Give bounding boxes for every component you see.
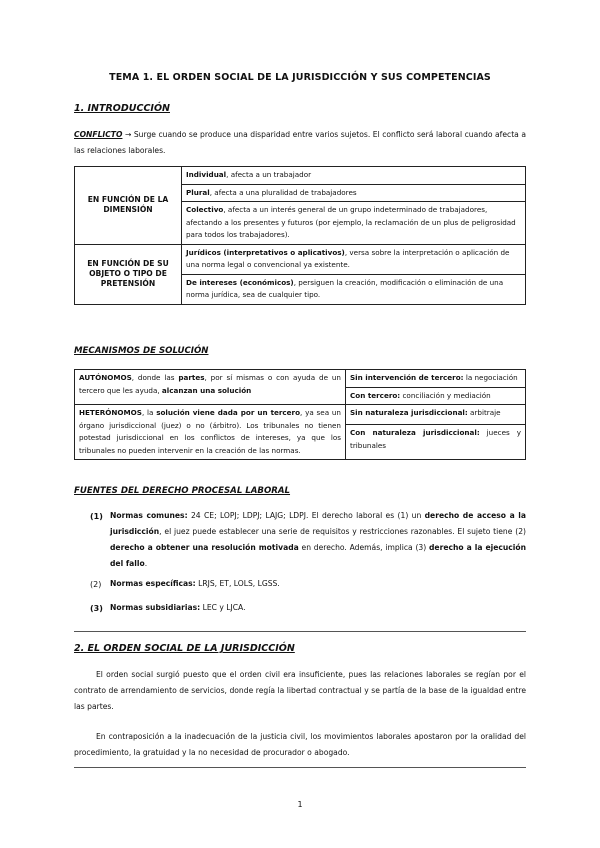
fuentes-item1: Normas comunes: 24 CE; LOPJ; LDPJ; LAJG; LDPJ. El derecho laboral es (1) un derecho de acceso a la jurisdicción, el juez puede establecer una serie de requisitos y restricciones razonables. El sujeto tiene (2) derecho a obtener una resolución motivada en derecho. Además, implica (3) derecho a la ejecución del fallo.: [110, 511, 526, 568]
fuentes-item3-number: (3): [90, 604, 103, 613]
fuentes-item2-number: (2): [90, 580, 102, 589]
sin-tercero-cell: Sin intervención de tercero: la negociación: [346, 370, 526, 388]
section-heading-mecanismos: MECANISMOS DE SOLUCIÓN: [74, 346, 209, 356]
con-tercero-cell: Con tercero: conciliación y mediación: [346, 387, 526, 405]
conflict-types-table: [74, 166, 526, 305]
orden-paragraph-2: En contraposición a la inadecuación de la justicia civil, los movimientos laborales apostaron por la oralidad del procedimiento, la gratuidad y la no necesidad de procurador o abogado.: [74, 732, 526, 757]
section-heading-orden-social: 2. EL ORDEN SOCIAL DE LA JURISDICCIÓN: [74, 643, 295, 654]
section-heading-introduccion: 1. INTRODUCCIÓN: [74, 103, 170, 114]
fuentes-item1-number: (1): [90, 512, 103, 521]
con-naturaleza-cell: Con naturaleza jurisdiccional: jueces y tribunales: [346, 425, 526, 460]
page-number: 1: [297, 800, 303, 809]
conflicto-term: CONFLICTO: [74, 130, 123, 139]
fuentes-item2: Normas específicas: LRJS, ET, LOLS, LGSS.: [110, 579, 280, 588]
dim-row-plural: Plural, afecta a una pluralidad de trabajadores: [182, 184, 526, 202]
dimension-label: EN FUNCIÓN DE LA DIMENSIÓN: [75, 167, 182, 245]
objeto-label: EN FUNCIÓN DE SU OBJETO O TIPO DE PRETENSIÓN: [75, 244, 182, 304]
obj-row-intereses: De intereses (económicos), persiguen la creación, modificación o eliminación de una norma jurídica, sea de cualquier tipo.: [182, 274, 526, 304]
section-divider-bottom: [74, 767, 526, 768]
orden-paragraph-1: El orden social surgió puesto que el orden civil era insuficiente, pues las relaciones laborales se regían por el contrato de arrendamiento de servicios, donde regía la libertad contractual y se partía de la base de la igualdad entre las partes.: [74, 670, 526, 711]
obj-row-juridicos: Jurídicos (interpretativos o aplicativos), versa sobre la interpretación o aplicación de una norma legal o convencional ya existente.: [182, 244, 526, 274]
section-heading-fuentes: FUENTES DEL DERECHO PROCESAL LABORAL: [74, 486, 291, 496]
arrow-icon: →: [122, 130, 134, 139]
section-divider: [74, 631, 526, 632]
document-title: TEMA 1. EL ORDEN SOCIAL DE LA JURISDICCIÓN Y SUS COMPETENCIAS: [109, 72, 491, 83]
conflicto-paragraph: [74, 127, 526, 159]
autonomos-cell: AUTÓNOMOS, donde las partes, por sí mismas o con ayuda de un tercero que les ayuda, alcanzan una solución: [75, 370, 346, 405]
dim-row-colectivo: Colectivo, afecta a un interés general de un grupo indeterminado de trabajadores, afectando a los presentes y futuros (por ejemplo, la reclamación de un plus de peligrosidad para todos los trabajadores).: [182, 202, 526, 245]
fuentes-item3: Normas subsidiarias: LEC y LJCA.: [110, 603, 246, 612]
dim-row-individual: Individual, afecta a un trabajador: [182, 167, 526, 185]
mechanisms-table: [74, 369, 526, 460]
sin-naturaleza-cell: Sin naturaleza jurisdiccional: arbitraje: [346, 405, 526, 425]
heteronomos-cell: HETERÓNOMOS, la solución viene dada por un tercero, ya sea un órgano jurisdiccional (juez) o no (árbitro). Los tribunales no tienen potestad jurisdiccional en los conflictos de intereses, ya que los tribunales no pueden intervenir en la creación de las normas.: [75, 405, 346, 460]
conflicto-definition: Surge cuando se produce una disparidad entre varios sujetos. El conflicto será laboral cuando afecta a las relaciones laborales.: [74, 130, 526, 155]
